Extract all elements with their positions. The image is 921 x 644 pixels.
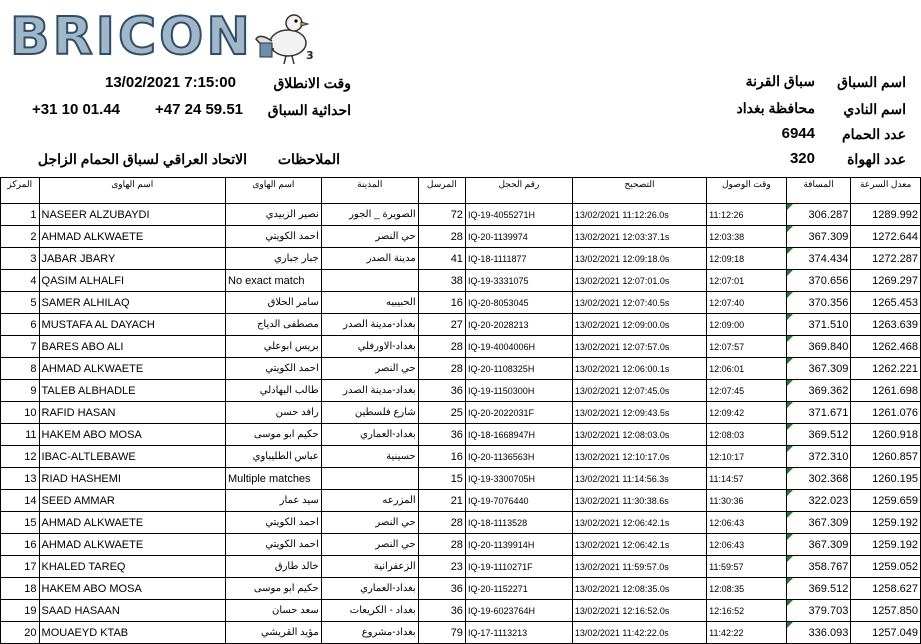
sent-cell: 28 [418,358,465,380]
city-cell: مدينة الصدر [321,248,418,270]
distance-cell: 369.512 [786,424,851,446]
ring-cell: IQ-18-1113528 [465,512,572,534]
speed-cell: 1259.192 [851,512,921,534]
table-row [1,204,921,226]
name-en-cell: NASEER ALZUBAYDI [39,204,225,226]
rank-cell: 12 [1,446,40,468]
ring-cell: IQ-20-1136563H [465,446,572,468]
ring-cell: IQ-20-1152271 [465,578,572,600]
name-ar-cell: حكيم ابو موسى [226,578,322,600]
sent-cell: 28 [418,512,465,534]
club-name-label: اسم النادي [843,101,906,117]
distance-cell: 379.703 [786,600,851,622]
name-ar-cell: حكيم ابو موسى [226,424,322,446]
race-name-label: اسم السباق [837,74,906,90]
sent-cell: 16 [418,292,465,314]
city-cell: حي النصر [321,226,418,248]
city-cell: بغداد-مدينة الصدر [321,314,418,336]
rank-cell: 20 [1,622,40,644]
rank-cell: 14 [1,490,40,512]
rank-cell: 10 [1,402,40,424]
name-en-cell: QASIM ALHALFI [39,270,225,292]
col-header-name-ar: اسم الهاوى [226,178,322,204]
distance-cell: 369.362 [786,380,851,402]
city-cell: بغداد-العماري [321,424,418,446]
arrival-cell: 12:08:03 [707,424,787,446]
name-en-cell: IBAC-ALTLEBAWE [39,446,225,468]
arrival-cell: 11:42:22 [707,622,787,644]
name-en-cell: TALEB ALBHADLE [39,380,225,402]
col-header-correction: التصحيح [572,178,706,204]
name-en-cell: JABAR JBARY [39,248,225,270]
coords-label: احداثية السباق [267,102,351,118]
name-en-cell: HAKEM ABO MOSA [39,424,225,446]
ring-cell: IQ-20-8053045 [465,292,572,314]
correction-cell: 13/02/2021 11:30:38.6s [572,490,706,512]
ring-cell: IQ-20-2022031F [465,402,572,424]
city-cell: الحبيبيه [321,292,418,314]
col-header-name-en: اسم الهاوى [39,178,225,204]
arrival-cell: 11:14:57 [707,468,787,490]
coord-lat-value: +47 24 59.51 [155,101,244,118]
rank-cell: 1 [1,204,40,226]
speed-cell: 1261.076 [851,402,921,424]
rank-cell: 17 [1,556,40,578]
arrival-cell: 12:06:43 [707,534,787,556]
table-row [1,600,921,622]
correction-cell: 13/02/2021 12:07:40.5s [572,292,706,314]
correction-cell: 13/02/2021 11:59:57.0s [572,556,706,578]
col-header-sent: المرسل [418,178,465,204]
speed-cell: 1263.639 [851,314,921,336]
table-row [1,512,921,534]
correction-cell: 13/02/2021 12:07:01.0s [572,270,706,292]
sent-cell: 41 [418,248,465,270]
name-ar-cell: مصطفى الدياج [226,314,322,336]
speed-cell: 1258.627 [851,578,921,600]
ring-cell: IQ-20-1139914H [465,534,572,556]
sent-cell: 28 [418,534,465,556]
arrival-cell: 12:07:40 [707,292,787,314]
name-en-cell: SAAD HASAAN [39,600,225,622]
distance-cell: 371.671 [786,402,851,424]
speed-cell: 1262.468 [851,336,921,358]
ring-cell: IQ-19-1110271F [465,556,572,578]
ring-cell: IQ-19-4004006H [465,336,572,358]
table-row [1,292,921,314]
fanciers-label: عدد الهواة [847,151,906,167]
distance-cell: 367.309 [786,512,851,534]
speed-cell: 1260.195 [851,468,921,490]
svg-text:3: 3 [306,49,314,62]
city-cell: شارع فلسطين [321,402,418,424]
distance-cell: 372.310 [786,446,851,468]
name-en-cell: RAFID HASAN [39,402,225,424]
sent-cell: 15 [418,468,465,490]
name-en-cell: AHMAD ALKWAETE [39,358,225,380]
distance-cell: 302.368 [786,468,851,490]
sent-cell: 27 [418,314,465,336]
city-cell: بغداد-الاورفلي [321,336,418,358]
sent-cell: 16 [418,446,465,468]
club-name-value: محافظة بغداد [736,100,815,116]
correction-cell: 13/02/2021 12:08:35.0s [572,578,706,600]
city-cell [321,270,418,292]
speed-cell: 1257.850 [851,600,921,622]
speed-cell: 1262.221 [851,358,921,380]
rank-cell: 6 [1,314,40,336]
table-row [1,468,921,490]
table-row [1,424,921,446]
race-name-value: سباق القرنة [745,73,815,89]
distance-cell: 369.512 [786,578,851,600]
ring-cell: IQ-19-7076440 [465,490,572,512]
notes-value: الاتحاد العراقي لسباق الحمام الزاجل [37,151,247,167]
ring-cell: IQ-18-1668947H [465,424,572,446]
table-row [1,556,921,578]
rank-cell: 9 [1,380,40,402]
arrival-cell: 12:09:18 [707,248,787,270]
name-en-cell: RIAD HASHEMI [39,468,225,490]
name-ar-cell: احمد الكويتي [226,534,322,556]
correction-cell: 13/02/2021 12:16:52.0s [572,600,706,622]
correction-cell: 13/02/2021 11:14:56.3s [572,468,706,490]
ring-cell: IQ-18-1111877 [465,248,572,270]
rank-cell: 8 [1,358,40,380]
rank-cell: 13 [1,468,40,490]
rank-cell: 5 [1,292,40,314]
correction-cell: 13/02/2021 12:06:00.1s [572,358,706,380]
name-ar-cell: مؤيد القريشي [226,622,322,644]
speed-cell: 1257.049 [851,622,921,644]
correction-cell: 13/02/2021 12:09:43.5s [572,402,706,424]
distance-cell: 370.356 [786,292,851,314]
city-cell: حي النصر [321,358,418,380]
ring-cell: IQ-20-1108325H [465,358,572,380]
distance-cell: 306.287 [786,204,851,226]
rank-cell: 3 [1,248,40,270]
correction-cell: 13/02/2021 12:07:45.0s [572,380,706,402]
distance-cell: 370.656 [786,270,851,292]
arrival-cell: 12:07:45 [707,380,787,402]
rank-cell: 19 [1,600,40,622]
distance-cell: 322.023 [786,490,851,512]
arrival-cell: 12:06:43 [707,512,787,534]
name-ar-cell: احمد الكويتي [226,358,322,380]
start-time-value: 13/02/2021 7:15:00 [105,74,236,91]
ring-cell: IQ-19-4055271H [465,204,572,226]
sent-cell: 72 [418,204,465,226]
distance-cell: 367.309 [786,358,851,380]
distance-cell: 367.309 [786,226,851,248]
table-row [1,226,921,248]
name-en-cell: AHMAD ALKWAETE [39,226,225,248]
arrival-cell: 11:59:57 [707,556,787,578]
table-row [1,336,921,358]
speed-cell: 1260.918 [851,424,921,446]
correction-cell: 13/02/2021 12:08:03.0s [572,424,706,446]
city-cell: الزعفرانية [321,556,418,578]
correction-cell: 13/02/2021 11:12:26.0s [572,204,706,226]
sent-cell: 36 [418,600,465,622]
coord-lon-value: +31 10 01.44 [32,101,121,118]
table-row [1,402,921,424]
rank-cell: 15 [1,512,40,534]
city-cell [321,468,418,490]
ring-cell: IQ-19-1150300H [465,380,572,402]
sent-cell: 25 [418,402,465,424]
sent-cell: 28 [418,226,465,248]
arrival-cell: 12:07:57 [707,336,787,358]
arrival-cell: 12:09:00 [707,314,787,336]
name-ar-cell: نصير الزبيدي [226,204,322,226]
speed-cell: 1259.052 [851,556,921,578]
sent-cell: 28 [418,336,465,358]
ring-cell: IQ-20-1139974 [465,226,572,248]
arrival-cell: 11:30:36 [707,490,787,512]
sent-cell: 36 [418,380,465,402]
col-header-ring: رقم الحجل [465,178,572,204]
name-en-cell: MOUAEYD KTAB [39,622,225,644]
correction-cell: 13/02/2021 12:07:57.0s [572,336,706,358]
col-header-speed: معدل السرعة [851,178,921,204]
speed-cell: 1259.659 [851,490,921,512]
rank-cell: 4 [1,270,40,292]
city-cell: حسينية [321,446,418,468]
distance-cell: 369.840 [786,336,851,358]
ring-cell: IQ-17-1113213 [465,622,572,644]
pigeon-icon [250,9,316,67]
ring-cell: IQ-19-3331075 [465,270,572,292]
speed-cell: 1259.192 [851,534,921,556]
sent-cell: 38 [418,270,465,292]
rank-cell: 11 [1,424,40,446]
name-ar-cell: No exact match [226,270,322,292]
sent-cell: 79 [418,622,465,644]
correction-cell: 13/02/2021 12:06:42.1s [572,512,706,534]
name-ar-cell: سيد عمار [226,490,322,512]
city-cell: الصويرة _ الجور [321,204,418,226]
ring-cell: IQ-20-2028213 [465,314,572,336]
name-en-cell: AHMAD ALKWAETE [39,512,225,534]
arrival-cell: 12:10:17 [707,446,787,468]
arrival-cell: 12:16:52 [707,600,787,622]
correction-cell: 13/02/2021 12:09:18.0s [572,248,706,270]
results-table [0,177,921,644]
arrival-cell: 12:09:42 [707,402,787,424]
start-time-label: وقت الانطلاق [273,75,351,91]
name-ar-cell: بريس ابوعلي [226,336,322,358]
sent-cell: 36 [418,578,465,600]
distance-cell: 367.309 [786,534,851,556]
city-cell: بغداد-مدينة الصدر [321,380,418,402]
speed-cell: 1265.453 [851,292,921,314]
arrival-cell: 12:07:01 [707,270,787,292]
name-en-cell: AHMAD ALKWAETE [39,534,225,556]
city-cell: بغداد-العماري [321,578,418,600]
arrival-cell: 12:08:35 [707,578,787,600]
table-row [1,314,921,336]
col-header-distance: المسافة [786,178,851,204]
name-ar-cell: جبار جباري [226,248,322,270]
correction-cell: 13/02/2021 12:03:37.1s [572,226,706,248]
distance-cell: 374.434 [786,248,851,270]
name-ar-cell: طالب البهادلي [226,380,322,402]
table-row [1,578,921,600]
name-en-cell: MUSTAFA AL DAYACH [39,314,225,336]
arrival-cell: 12:06:01 [707,358,787,380]
pigeons-value: 6944 [781,125,815,142]
rank-cell: 16 [1,534,40,556]
speed-cell: 1272.287 [851,248,921,270]
correction-cell: 13/02/2021 11:42:22.0s [572,622,706,644]
speed-cell: 1272.644 [851,226,921,248]
sent-cell: 23 [418,556,465,578]
table-row [1,270,921,292]
ring-cell: IQ-19-6023764H [465,600,572,622]
table-row [1,534,921,556]
fanciers-value: 320 [789,150,815,167]
speed-cell: 1261.698 [851,380,921,402]
speed-cell: 1269.297 [851,270,921,292]
distance-cell: 336.093 [786,622,851,644]
name-ar-cell: رافد حسن [226,402,322,424]
arrival-cell: 11:12:26 [707,204,787,226]
table-row [1,248,921,270]
correction-cell: 13/02/2021 12:06:42.1s [572,534,706,556]
name-en-cell: SEED AMMAR [39,490,225,512]
speed-cell: 1289.992 [851,204,921,226]
correction-cell: 13/02/2021 12:10:17.0s [572,446,706,468]
city-cell: المزرعه [321,490,418,512]
table-row [1,622,921,644]
name-ar-cell: سامر الحلاق [226,292,322,314]
col-header-rank: المركز [1,178,40,204]
table-row [1,380,921,402]
logo-text: BRICON [10,7,253,67]
rank-cell: 18 [1,578,40,600]
name-en-cell: KHALED TAREQ [39,556,225,578]
name-ar-cell: عباس الطليباوي [226,446,322,468]
ring-cell: IQ-19-3300705H [465,468,572,490]
name-ar-cell: احمد الكويتي [226,226,322,248]
table-header-row [1,178,921,204]
city-cell: بغداد - الكريعات [321,600,418,622]
pigeons-label: عدد الحمام [841,126,906,142]
col-header-arrival: وقت الوصول [707,178,787,204]
sent-cell: 21 [418,490,465,512]
table-row [1,446,921,468]
col-header-city: المدينة [321,178,418,204]
distance-cell: 371.510 [786,314,851,336]
name-en-cell: HAKEM ABO MOSA [39,578,225,600]
table-row [1,358,921,380]
name-en-cell: SAMER ALHILAQ [39,292,225,314]
name-ar-cell: سعد حسان [226,600,322,622]
name-ar-cell: خالد طارق [226,556,322,578]
city-cell: حي النصر [321,534,418,556]
distance-cell: 358.767 [786,556,851,578]
notes-label: الملاحظات [277,151,340,167]
rank-cell: 2 [1,226,40,248]
name-ar-cell: Multiple matches [226,468,322,490]
sent-cell: 36 [418,424,465,446]
city-cell: بغداد-مشروع [321,622,418,644]
name-en-cell: BARES ABO ALI [39,336,225,358]
rank-cell: 7 [1,336,40,358]
name-ar-cell: احمد الكويتي [226,512,322,534]
bricon-logo [8,5,313,67]
speed-cell: 1260.857 [851,446,921,468]
arrival-cell: 12:03:38 [707,226,787,248]
table-row [1,490,921,512]
correction-cell: 13/02/2021 12:09:00.0s [572,314,706,336]
city-cell: حي النصر [321,512,418,534]
